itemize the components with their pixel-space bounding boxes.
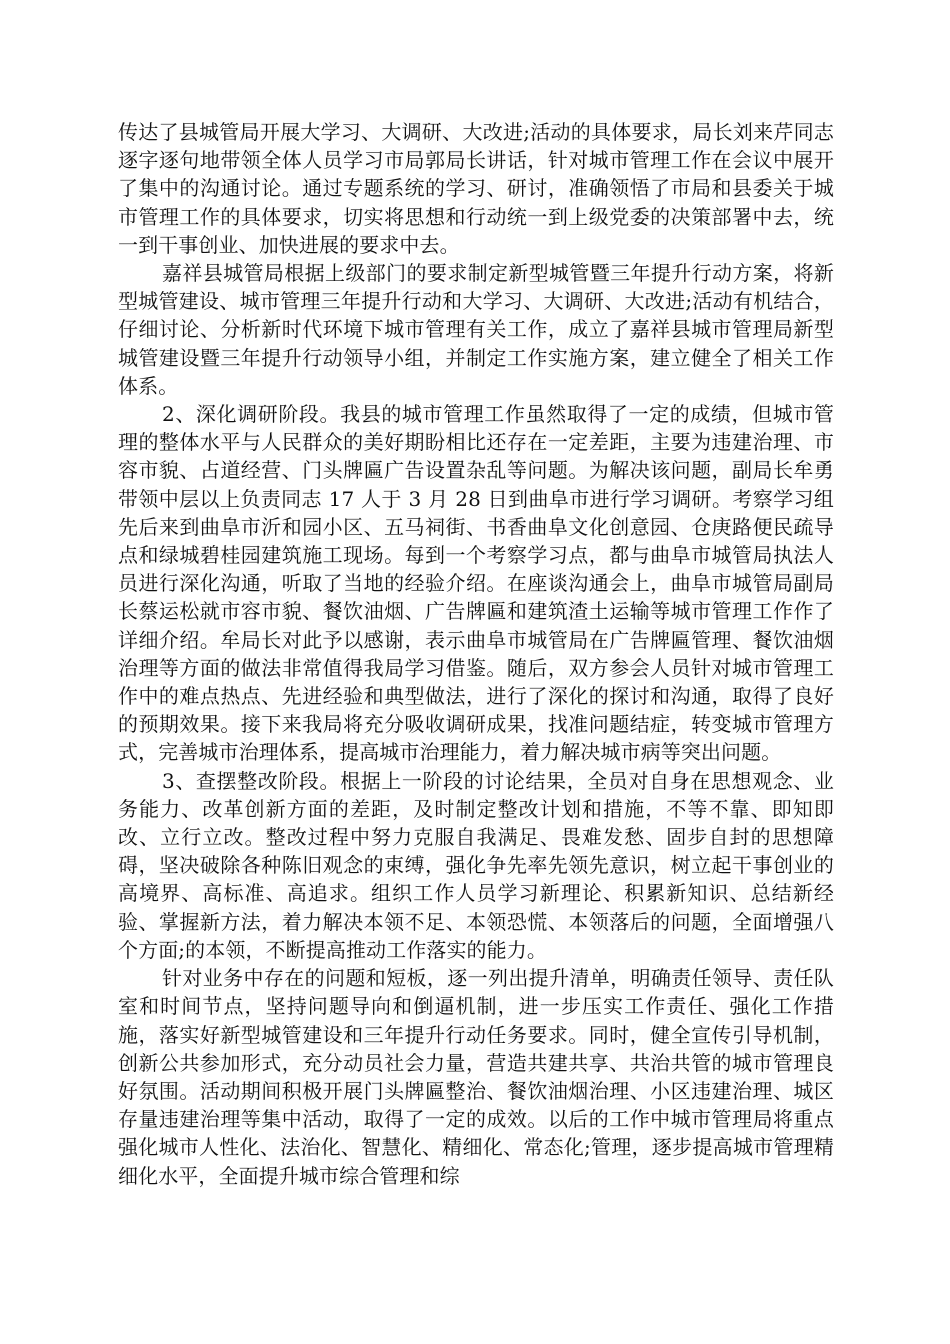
paragraph-1: 传达了县城管局开展大学习、大调研、大改进;活动的具体要求，局长刘来芹同志逐字逐句地带领全体人员学习市局郭局长讲话，针对城市管理工作在会议中展开了集中的沟通讨论。通过专题系统的学习、研讨，准确领悟了市局和县委关于城市管理工作的具体要求，切实将思想和行动统一到上级党委的决策部署中去，统一到干事创业、加快进展的要求中去。 bbox=[118, 120, 834, 257]
paragraph-3: 2、深化调研阶段。我县的城市管理工作虽然取得了一定的成绩，但城市管理的整体水平与人民群众的美好期盼相比还存在一定差距，主要为违建治理、市容市貌、占道经营、门头牌匾广告设置杂乱等问题。为解决该问题，副局长牟勇带领中层以上负责同志 17 人于 3 月 28 日到曲阜市进行学习调研。考察学习组先后来到曲阜市沂和园小区、五马祠街、书香曲阜文化创意园、仓庚路便民疏导点和绿城碧桂园建筑施工现场。每到一个考察学习点，都与曲阜市城管局执法人员进行深化沟通，听取了当地的经验介绍。在座谈沟通会上，曲阜市城管局副局长蔡运松就市容市貌、餐饮油烟、广告牌匾和建筑渣土运输等城市管理工作作了详细介绍。牟局长对此予以感谢，表示曲阜市城管局在广告牌匾管理、餐饮油烟治理等方面的做法非常值得我局学习借鉴。随后，双方参会人员针对城市管理工作中的难点热点、先进经验和典型做法，进行了深化的探讨和沟通，取得了良好的预期效果。接下来我局将充分吸收调研成果，找准问题结症，转变城市管理方式，完善城市治理体系，提高城市治理能力，着力解决城市病等突出问题。 bbox=[118, 402, 834, 765]
paragraph-4: 3、查摆整改阶段。根据上一阶段的讨论结果，全员对自身在思想观念、业务能力、改革创新方面的差距，及时制定整改计划和措施，不等不靠、即知即改、立行立改。整改过程中努力克服自我满足、畏难发愁、固步自封的思想障碍，坚决破除各种陈旧观念的束缚，强化争先率先领先意识，树立起干事创业的高境界、高标准、高追求。组织工作人员学习新理论、积累新知识、总结新经验、掌握新方法，着力解决本领不足、本领恐慌、本领落后的问题，全面增强八个方面;的本领，不断提高推动工作落实的能力。 bbox=[118, 768, 834, 962]
paragraph-2: 嘉祥县城管局根据上级部门的要求制定新型城管暨三年提升行动方案，将新型城管建设、城市管理三年提升行动和大学习、大调研、大改进;活动有机结合，仔细讨论、分析新时代环境下城市管理有关工作，成立了嘉祥县城市管理局新型城管建设暨三年提升行动领导小组，并制定工作实施方案，建立健全了相关工作体系。 bbox=[118, 261, 834, 398]
paragraph-5: 针对业务中存在的问题和短板，逐一列出提升清单，明确责任领导、责任队室和时间节点，坚持问题导向和倒逼机制，进一步压实工作责任、强化工作措施，落实好新型城管建设和三年提升行动任务要求。同时，健全宣传引导机制，创新公共参加形式，充分动员社会力量，营造共建共享、共治共管的城市管理良好氛围。活动期间积极开展门头牌匾整治、餐饮油烟治理、小区违建治理、城区存量违建治理等集中活动，取得了一定的成效。以后的工作中城市管理局将重点强化城市人性化、法治化、智慧化、精细化、常态化;管理，逐步提高城市管理精细化水平，全面提升城市综合管理和综 bbox=[118, 966, 834, 1188]
document-page bbox=[118, 118, 834, 1190]
